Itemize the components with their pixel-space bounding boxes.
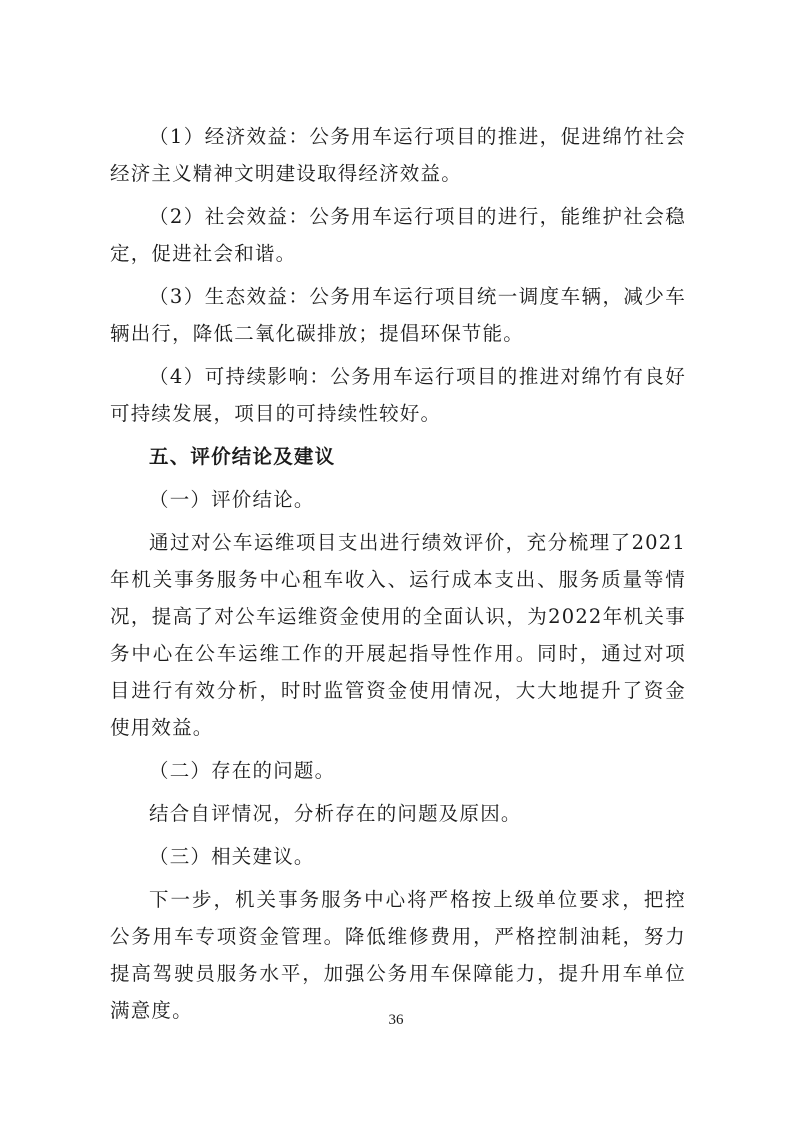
subsection-title-conclusion: （一）评价结论。	[149, 488, 315, 511]
paragraph-problems-body: 结合自评情况，分析存在的问题及原因。	[149, 802, 522, 825]
paragraph-conclusion-body: 通过对公车运维项目支出进行绩效评价，充分梳理了2021年机关事务服务中心租车收入、运行成本支出、服务质量等情况，提高了对公车运维资金使用的全面认识，为2022年机关事务中心在公车运维工作的开展起指导性作用。同时，通过对项目进行有效分析，时时监管资金使用情况，大大地提升了资金使用效益。	[110, 531, 686, 739]
paragraph-ecological-benefit: （3）生态效益：公务用车运行项目统一调度车辆，减少车辆出行，降低二氧化碳排放；提倡环保节能。	[110, 285, 686, 345]
document-page	[110, 118, 686, 1035]
section-heading-conclusion: 五、评价结论及建议	[149, 445, 336, 468]
paragraph-social-benefit: （2）社会效益：公务用车运行项目的进行，能维护社会稳定，促进社会和谐。	[110, 205, 686, 265]
paragraph-sustainable-impact: （4）可持续影响：公务用车运行项目的推进对绵竹有良好可持续发展，项目的可持续性较好。	[110, 365, 686, 425]
paragraph-economic-benefit: （1）经济效益：公务用车运行项目的推进，促进绵竹社会经济主义精神文明建设取得经济效益。	[110, 125, 686, 185]
paragraph-suggestions-body: 下一步，机关事务服务中心将严格按上级单位要求，把控公务用车专项资金管理。降低维修费用，严格控制油耗，努力提高驾驶员服务水平，加强公务用车保障能力，提升用车单位满意度。	[110, 888, 686, 1022]
subsection-title-problems: （二）存在的问题。	[149, 759, 336, 782]
page-number: 36	[388, 1012, 404, 1028]
subsection-title-suggestions: （三）相关建议。	[149, 845, 315, 868]
